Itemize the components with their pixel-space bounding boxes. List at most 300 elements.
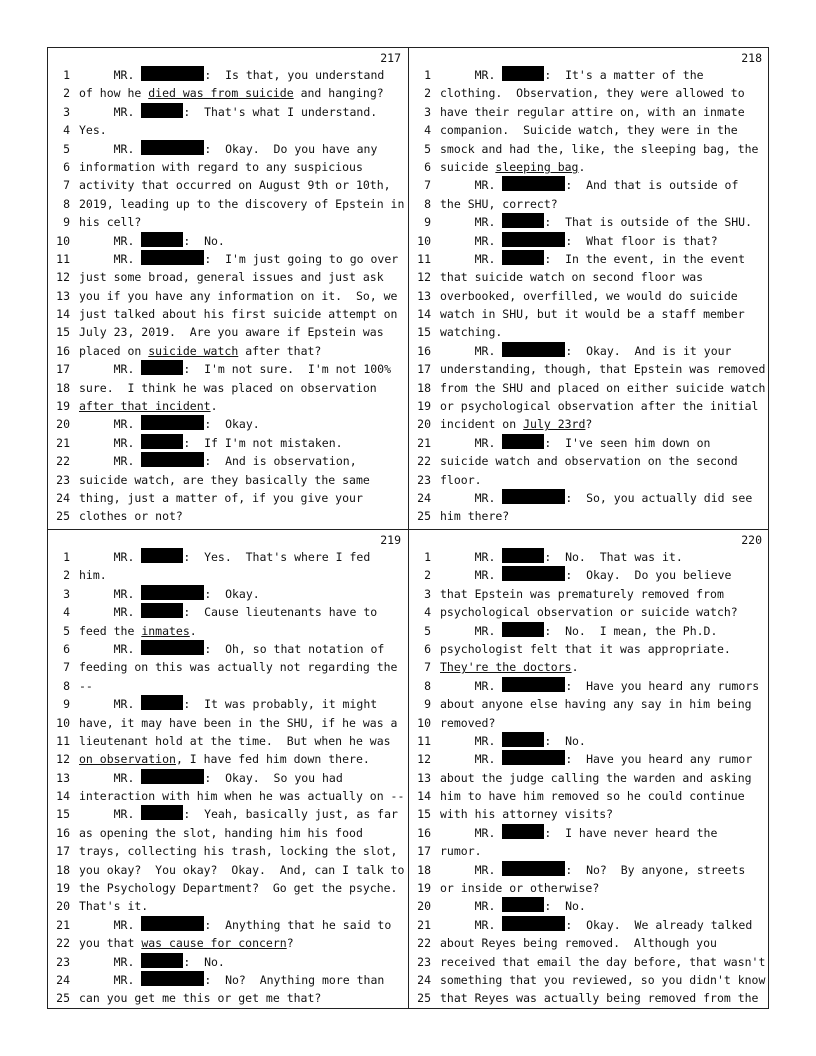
redaction-bar (502, 566, 565, 581)
line-text (79, 677, 93, 695)
line-number: 4 (63, 123, 70, 138)
line-segment: the SHU, correct? (440, 196, 558, 211)
line-number: 16 (56, 825, 70, 840)
line-number: 21 (417, 917, 431, 932)
line-segment: of how he (79, 86, 149, 101)
line-number: 5 (424, 141, 431, 156)
page-lines (409, 66, 769, 526)
line-text (79, 84, 384, 102)
line-segment: ? (585, 417, 593, 432)
line-number: 1 (63, 68, 70, 82)
redaction-bar (502, 434, 544, 449)
line-text (79, 213, 141, 231)
transcript-line (48, 585, 408, 603)
line-text (79, 232, 225, 250)
line-number: 4 (424, 123, 431, 138)
line-segment: floor. (440, 472, 482, 487)
line-number: 25 (417, 509, 431, 524)
line-segment: sure. I think he was placed on observation (79, 380, 377, 395)
line-segment: that Epstein was prematurely removed from (440, 586, 724, 601)
line-segment: about anyone else having any say in him being (440, 697, 752, 712)
line-segment: overbooked, overfilled, we would do suicide (440, 288, 738, 303)
redaction-bar (502, 176, 565, 191)
line-number: 2 (63, 568, 70, 583)
line-text (440, 176, 738, 194)
line-number: 12 (56, 270, 70, 285)
line-segment: you that (79, 936, 142, 951)
line-text (79, 452, 357, 470)
line-segment: MR. (440, 825, 503, 840)
line-segment: MR. (79, 917, 142, 932)
line-text (440, 603, 738, 621)
line-number: 3 (424, 104, 431, 119)
line-number: 15 (417, 325, 431, 340)
transcript-line (48, 379, 408, 397)
line-text (440, 268, 703, 286)
line-number: 20 (417, 417, 431, 432)
line-segment: Yes. (79, 123, 107, 138)
line-segment: him to have him removed so he could continue (440, 789, 745, 804)
line-number: 24 (56, 490, 70, 505)
redaction-bar (502, 897, 544, 912)
line-segment: died was from suicide (148, 86, 294, 101)
redaction-bar (141, 103, 183, 118)
line-segment: was cause for concern (141, 936, 287, 951)
line-segment: suicide (440, 159, 496, 174)
line-number: 1 (63, 550, 70, 564)
line-text (79, 640, 384, 658)
line-number: 1 (424, 550, 431, 564)
line-segment: psychological observation or suicide watch? (440, 605, 738, 620)
line-number: 21 (56, 435, 70, 450)
line-text (440, 213, 752, 231)
line-text (79, 787, 404, 805)
line-segment: : Okay. (204, 417, 260, 432)
line-text (79, 953, 225, 971)
line-segment: information with regard to any suspicious (79, 159, 363, 174)
line-segment: MR. (79, 141, 142, 156)
line-number: 8 (63, 678, 70, 693)
line-text (79, 103, 377, 121)
transcript-line (48, 548, 408, 566)
line-number: 13 (56, 288, 70, 303)
line-number: 11 (417, 733, 431, 748)
line-segment: or inside or otherwise? (440, 881, 600, 896)
transcript-line (409, 805, 769, 823)
redaction-bar (502, 732, 544, 747)
line-number: 20 (56, 417, 70, 432)
line-segment: rumor. (440, 844, 482, 859)
redaction-bar (141, 548, 183, 563)
line-text (440, 695, 752, 713)
line-segment: : Anything that he said to (204, 917, 392, 932)
line-text (79, 989, 321, 1007)
line-text (79, 861, 404, 879)
line-segment: the Psychology Department? Go get the psyche. (79, 881, 398, 896)
line-text (79, 916, 391, 934)
redaction-bar (141, 140, 204, 155)
line-segment: . (189, 623, 197, 638)
line-segment: MR. (79, 954, 142, 969)
transcript-line (409, 787, 769, 805)
line-number: 11 (56, 251, 70, 266)
line-segment: sleeping bag (495, 159, 579, 174)
line-segment: : What floor is that? (565, 233, 718, 248)
line-segment: placed on (79, 343, 149, 358)
transcript-line (409, 434, 769, 452)
line-segment: companion. Suicide watch, they were in the (440, 123, 738, 138)
line-text (79, 769, 343, 787)
line-number: 3 (424, 586, 431, 601)
line-segment: MR. (79, 641, 142, 656)
line-text (79, 585, 260, 603)
transcript-line (409, 585, 769, 603)
line-number: 15 (56, 325, 70, 340)
line-segment: MR. (440, 343, 503, 358)
transcript-line (409, 507, 769, 525)
line-number: 25 (417, 991, 431, 1006)
redaction-bar (502, 677, 565, 692)
transcript-line (48, 287, 408, 305)
redaction-bar (502, 342, 565, 357)
line-number: 15 (56, 807, 70, 822)
line-segment: : No. (544, 733, 586, 748)
redaction-bar (502, 824, 544, 839)
transcript-line (409, 415, 769, 433)
line-text (440, 566, 731, 584)
line-segment: about the judge calling the warden and asking (440, 770, 752, 785)
transcript-line (409, 287, 769, 305)
line-segment: MR. (440, 251, 503, 266)
line-number: 25 (56, 991, 70, 1006)
transcript-line (409, 897, 769, 915)
line-text (440, 842, 482, 860)
transcript-line (48, 769, 408, 787)
line-segment: : I'm not sure. I'm not 100% (183, 362, 392, 377)
line-segment: : I've seen him down on (544, 435, 711, 450)
line-text (440, 360, 765, 378)
line-segment: : Have you heard any rumors (565, 678, 760, 693)
transcript-sheet (47, 47, 769, 1009)
line-number: 18 (56, 380, 70, 395)
line-number: 18 (417, 862, 431, 877)
line-segment: July 23rd (523, 417, 586, 432)
line-segment: : It's a matter of the (544, 68, 704, 82)
line-number: 7 (63, 178, 70, 193)
transcript-line (48, 471, 408, 489)
line-segment: interaction with him when he was actually on -- (79, 789, 405, 804)
line-segment: MR. (79, 586, 142, 601)
line-text (79, 268, 384, 286)
line-segment: . (210, 399, 218, 414)
line-text (440, 787, 745, 805)
transcript-line (48, 434, 408, 452)
redaction-bar (502, 489, 565, 504)
line-text (440, 195, 558, 213)
transcript-line (48, 213, 408, 231)
line-text (440, 121, 738, 139)
redaction-bar (141, 953, 183, 968)
line-segment: MR. (79, 697, 142, 712)
redaction-bar (141, 232, 183, 247)
redaction-bar (141, 805, 183, 820)
line-text (79, 379, 377, 397)
line-text (79, 471, 370, 489)
line-text (79, 140, 377, 158)
line-segment: : Okay. Do you believe (565, 568, 732, 583)
line-number: 20 (417, 899, 431, 914)
transcript-line (48, 452, 408, 470)
line-number: 6 (424, 641, 431, 656)
line-text (79, 732, 391, 750)
transcript-line (409, 658, 769, 676)
line-segment: inmates (141, 623, 190, 638)
line-segment: : No. (183, 954, 225, 969)
line-number: 19 (56, 399, 70, 414)
line-text (440, 805, 613, 823)
line-number: 4 (63, 605, 70, 620)
transcript-line (48, 250, 408, 268)
line-segment: smock and had the, like, the sleeping bag, the (440, 141, 759, 156)
transcript-line (48, 507, 408, 525)
transcript-page (409, 48, 769, 529)
line-segment: : Cause lieutenants have to (183, 605, 378, 620)
line-segment: just talked about his first suicide attempt on (79, 307, 398, 322)
line-segment: clothing. Observation, they were allowed to (440, 86, 745, 101)
line-segment: activity that occurred on August 9th or 10th, (79, 178, 391, 193)
transcript-line (409, 934, 769, 952)
line-segment: They're the doctors (440, 660, 572, 675)
line-segment: you if you have any information on it. So, we (79, 288, 398, 303)
line-segment: feeding on this was actually not regarding the (79, 660, 398, 675)
line-number: 8 (424, 678, 431, 693)
line-segment: MR. (440, 435, 503, 450)
line-segment: understanding, though, that Epstein was removed (440, 362, 766, 377)
line-number: 9 (424, 697, 431, 712)
line-text (79, 695, 377, 713)
line-number: 9 (63, 697, 70, 712)
line-segment: incident on (440, 417, 524, 432)
line-segment: That's it. (79, 899, 149, 914)
transcript-line (48, 750, 408, 768)
line-number: 19 (417, 881, 431, 896)
line-segment: : That's what I understand. (183, 104, 378, 119)
transcript-line (409, 360, 769, 378)
page-number: 217 (380, 51, 401, 65)
line-number: 16 (56, 343, 70, 358)
line-text (440, 158, 585, 176)
transcript-line (48, 342, 408, 360)
line-text (440, 452, 738, 470)
line-segment: received that email the day before, that wasn't (440, 954, 766, 969)
line-text (79, 566, 107, 584)
transcript-line (409, 471, 769, 489)
line-segment: : I'm just going to go over (204, 251, 399, 266)
line-segment: : Is that, you understand (204, 68, 385, 82)
line-text (440, 897, 586, 915)
line-segment: MR. (440, 733, 503, 748)
line-segment: : It was probably, it might (183, 697, 378, 712)
line-number: 17 (417, 844, 431, 859)
transcript-line (48, 953, 408, 971)
transcript-line (409, 732, 769, 750)
transcript-line (48, 84, 408, 102)
transcript-line (409, 66, 769, 84)
transcript-line (48, 603, 408, 621)
line-segment: that Reyes was actually being removed from the (440, 991, 759, 1006)
transcript-line (409, 158, 769, 176)
line-number: 23 (417, 472, 431, 487)
line-text (440, 434, 710, 452)
line-text (79, 66, 384, 84)
line-number: 23 (56, 472, 70, 487)
transcript-line (409, 268, 769, 286)
transcript-line (409, 953, 769, 971)
redaction-bar (141, 434, 183, 449)
transcript-line (48, 732, 408, 750)
transcript-line (409, 971, 769, 989)
redaction-bar (502, 861, 565, 876)
line-number: 9 (424, 215, 431, 230)
redaction-bar (141, 360, 183, 375)
redaction-bar (502, 66, 544, 81)
line-number: 25 (56, 509, 70, 524)
line-number: 22 (417, 454, 431, 469)
transcript-line (409, 769, 769, 787)
redaction-bar (141, 250, 204, 265)
line-segment: : Yeah, basically just, as far (183, 807, 398, 822)
line-segment: : No? Anything more than (204, 972, 385, 987)
line-text (440, 750, 752, 768)
line-number: 3 (63, 586, 70, 601)
line-text (79, 897, 148, 915)
line-number: 5 (63, 141, 70, 156)
transcript-line (48, 879, 408, 897)
line-segment: watching. (440, 325, 503, 340)
line-segment: MR. (440, 233, 503, 248)
line-segment: : Okay. So you had (204, 770, 343, 785)
transcript-line (48, 158, 408, 176)
transcript-line (48, 677, 408, 695)
line-segment: clothes or not? (79, 509, 183, 524)
line-segment: have, it may have been in the SHU, if he was a (79, 715, 398, 730)
line-text (79, 971, 384, 989)
redaction-bar (141, 640, 204, 655)
line-text (440, 489, 752, 507)
line-text (440, 379, 765, 397)
line-segment: suicide watch, are they basically the same (79, 472, 370, 487)
line-segment: -- (79, 678, 93, 693)
line-segment: something that you reviewed, so you didn't know (440, 972, 766, 987)
line-segment: as opening the slot, handing him his food (79, 825, 363, 840)
transcript-line (48, 66, 408, 84)
page-number: 219 (380, 533, 401, 547)
line-number: 5 (63, 623, 70, 638)
line-segment: watch in SHU, but it would be a staff member (440, 307, 745, 322)
line-number: 17 (56, 844, 70, 859)
line-number: 24 (417, 972, 431, 987)
line-text (440, 640, 731, 658)
line-number: 13 (56, 770, 70, 785)
transcript-line (48, 861, 408, 879)
line-text (79, 434, 343, 452)
transcript-line (409, 566, 769, 584)
line-segment: MR. (79, 417, 142, 432)
line-number: 21 (56, 917, 70, 932)
line-text (79, 658, 398, 676)
redaction-bar (141, 452, 204, 467)
line-number: 4 (424, 605, 431, 620)
line-number: 17 (56, 362, 70, 377)
transcript-line (409, 213, 769, 231)
line-segment: ? (286, 936, 294, 951)
transcript-line (48, 397, 408, 415)
line-number: 10 (56, 233, 70, 248)
line-text (79, 287, 398, 305)
line-segment: : Yes. That's where I fed (183, 550, 371, 564)
page-lines (48, 66, 408, 526)
transcript-line (48, 842, 408, 860)
line-segment: suicide watch (148, 343, 239, 358)
redaction-bar (141, 66, 204, 81)
transcript-line (409, 916, 769, 934)
line-segment: MR. (79, 605, 142, 620)
line-segment: MR. (440, 215, 503, 230)
redaction-bar (141, 695, 183, 710)
line-number: 6 (63, 641, 70, 656)
line-segment: : And is observation, (204, 454, 357, 469)
transcript-line (409, 140, 769, 158)
line-segment: MR. (79, 362, 142, 377)
line-segment: : No. I mean, the Ph.D. (544, 623, 718, 638)
line-segment: : Okay. We already talked (565, 917, 753, 932)
line-text (79, 489, 363, 507)
line-number: 2 (63, 86, 70, 101)
line-number: 10 (56, 715, 70, 730)
line-number: 24 (417, 490, 431, 505)
line-segment: after that? (238, 343, 322, 358)
transcript-line (409, 695, 769, 713)
line-segment: MR. (79, 68, 142, 82)
line-text (79, 934, 294, 952)
line-segment: MR. (440, 752, 503, 767)
redaction-bar (141, 916, 204, 931)
line-text (440, 232, 718, 250)
transcript-line (48, 640, 408, 658)
line-text (79, 305, 398, 323)
redaction-bar (502, 622, 544, 637)
transcript-line (409, 250, 769, 268)
line-segment: July 23, 2019. Are you aware if Epstein was (79, 325, 384, 340)
line-text (440, 471, 482, 489)
line-segment: from the SHU and placed on either suicide watch (440, 380, 766, 395)
line-segment: : If I'm not mistaken. (183, 435, 343, 450)
line-segment: : No. That was it. (544, 550, 683, 564)
line-text (79, 195, 404, 213)
transcript-line (48, 323, 408, 341)
transcript-line (409, 305, 769, 323)
line-number: 14 (56, 789, 70, 804)
line-segment: . (578, 159, 586, 174)
line-segment: you okay? You okay? Okay. And, can I talk to (79, 862, 405, 877)
transcript-line (48, 971, 408, 989)
line-text (79, 805, 398, 823)
line-text (79, 750, 370, 768)
line-segment: MR. (440, 568, 503, 583)
transcript-page (48, 48, 408, 529)
transcript-line (48, 232, 408, 250)
transcript-line (48, 121, 408, 139)
